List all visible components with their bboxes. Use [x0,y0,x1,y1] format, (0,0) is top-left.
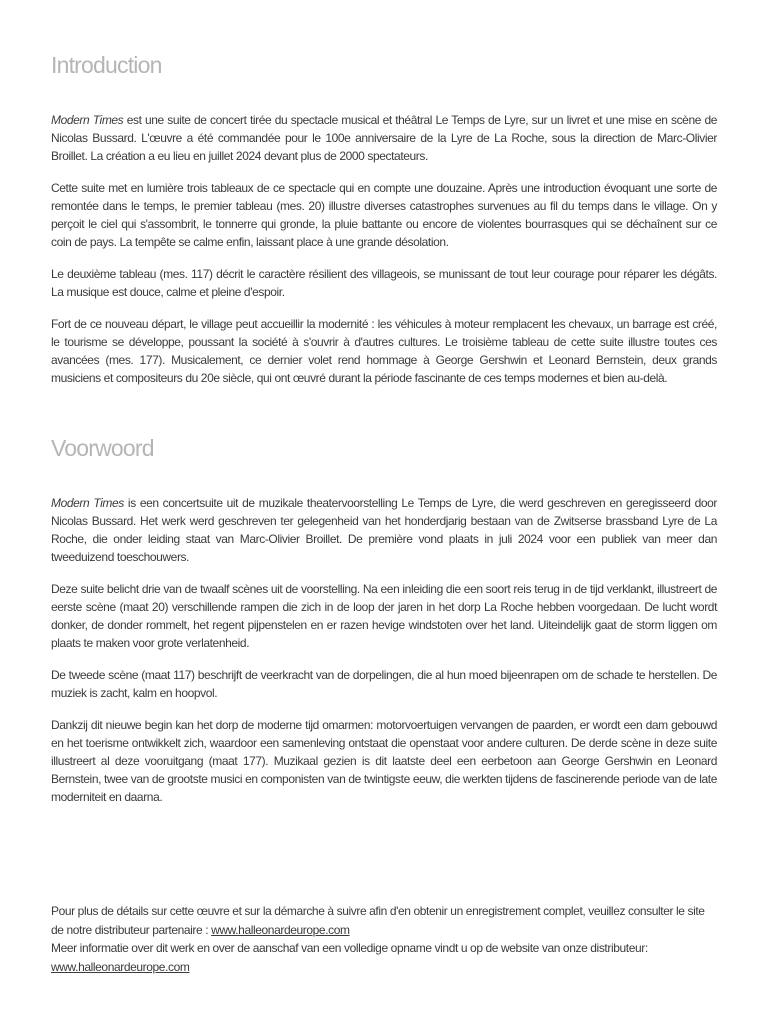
work-title-italic: Modern Times [51,113,124,127]
paragraph-text: est une suite de concert tirée du spectacle musical et théâtral Le Temps de Lyre, sur un livret et une mise en scène de Nicolas Bussard. L'œuvre a été commandée pour le 100e anniversaire de la Lyre de La Roche, sous la direction de Marc-Olivier Broillet. La création a eu lieu en juillet 2024 devant plus de 2000 spectateurs. [51,113,717,163]
section-heading-voorwoord: Voorwoord [51,435,154,461]
paragraph-text: Cette suite met en lumière trois tableaux de ce spectacle qui en compte une douzaine. Après une introduction évoquant une sorte de remontée dans le temps, le premier tableau (mes. 20) illustre diverses catastrophes survenues au fil du temps dans le village. On y perçoit le ciel qui s'assombrit, le tonnerre qui gronde, la pluie battante ou encore de violentes bourrasques qui se déchaînent sur ce coin de pays. La tempête se calme enfin, laissant place à une grande désolation. [51,181,717,249]
work-title-italic: Modern Times [51,496,124,510]
distributor-link-nl[interactable]: www.halleonardeurope.com [51,959,190,974]
paragraph-text: Deze suite belicht drie van de twaalf scènes uit de voorstelling. Na een inleiding die een soort reis terug in de tijd verklankt, illustreert de eerste scène (maat 20) verschillende rampen die zich in de loop der jaren in het dorp La Roche hebben voorgedaan. De lucht wordt donker, de donder rommelt, het regent pijpenstelen en er razen hevige windstoten over het land. Uiteindelijk gaat de storm liggen om plaats te maken voor grote verlatenheid. [51,582,717,650]
paragraph-text: De tweede scène (maat 117) beschrijft de veerkracht van de dorpelingen, die al hun moed bijeenrapen om de schade te herstellen. De muziek is zacht, kalm en hoopvol. [51,668,717,700]
paragraph-nl-2 [51,580,717,652]
paragraph-nl-1 [51,494,717,566]
paragraph-text: Fort de ce nouveau départ, le village peut accueillir la modernité : les véhicules à moteur remplacent les chevaux, un barrage est créé, le tourisme se développe, poussant la société à s'ouvrir à d'autres cultures. Le troisième tableau de cette suite illustre toutes ces avancées (mes. 177). Musicalement, ce dernier volet rend hommage à George Gershwin et Leonard Bernstein, deux grands musiciens et compositeurs du 20e siècle, qui ont œuvré durant la période fascinante de ces temps modernes et bien au-delà. [51,317,717,385]
paragraph-fr-1 [51,111,717,165]
paragraph-text: Dankzij dit nieuwe begin kan het dorp de moderne tijd omarmen: motorvoertuigen vervangen de paarden, er wordt een dam gebouwd en het toerisme ontwikkelt zich, waardoor een samenleving ontstaat die openstaat voor andere culturen. De derde scène in deze suite illustreert al deze vooruitgang (maat 177). Muzikaal gezien is dit laatste deel een eerbetoon aan George Gershwin en Leonard Bernstein, twee van de grootste musici en componisten van de twintigste eeuw, die werkten tijdens de fascinerende periode van de late moderniteit en daarna. [51,718,717,804]
footer-note-fr [51,902,717,939]
footer-text-fr: Pour plus de détails sur cette œuvre et sur la démarche à suivre afin d'en obtenir un enregistrement complet, veuillez consulter le site de notre distributeur partenaire : [51,904,705,937]
paragraph-fr-3 [51,265,717,301]
distributor-link-fr[interactable]: www.halleonardeurope.com [211,922,350,937]
footer-note-nl [51,939,717,976]
paragraph-text: Le deuxième tableau (mes. 117) décrit le caractère résilient des villageois, se munissant de tout leur courage pour réparer les dégâts. La musique est douce, calme et pleine d'espoir. [51,267,717,299]
paragraph-text: is een concertsuite uit de muzikale theatervoorstelling Le Temps de Lyre, die werd geschreven en geregisseerd door Nicolas Bussard. Het werk werd geschreven ter gelegenheid van het honderdjarig bestaan van de Zwitserse brassband Lyre de La Roche, die onder leiding staat van Marc-Olivier Broillet. De première vond plaats in juli 2024 voor een publiek van meer dan tweeduizend toeschouwers. [51,496,717,564]
paragraph-nl-3 [51,666,717,702]
section-voorwoord [51,435,717,806]
footer-distributor-note [51,902,717,976]
section-heading-introduction: Introduction [51,52,162,78]
paragraph-nl-4 [51,716,717,806]
section-introduction [51,52,717,387]
paragraph-fr-4 [51,315,717,387]
footer-text-nl: Meer informatie over dit werk en over de aanschaf van een volledige opname vindt u op de website van onze distributeur: [51,941,648,955]
paragraph-fr-2 [51,179,717,251]
